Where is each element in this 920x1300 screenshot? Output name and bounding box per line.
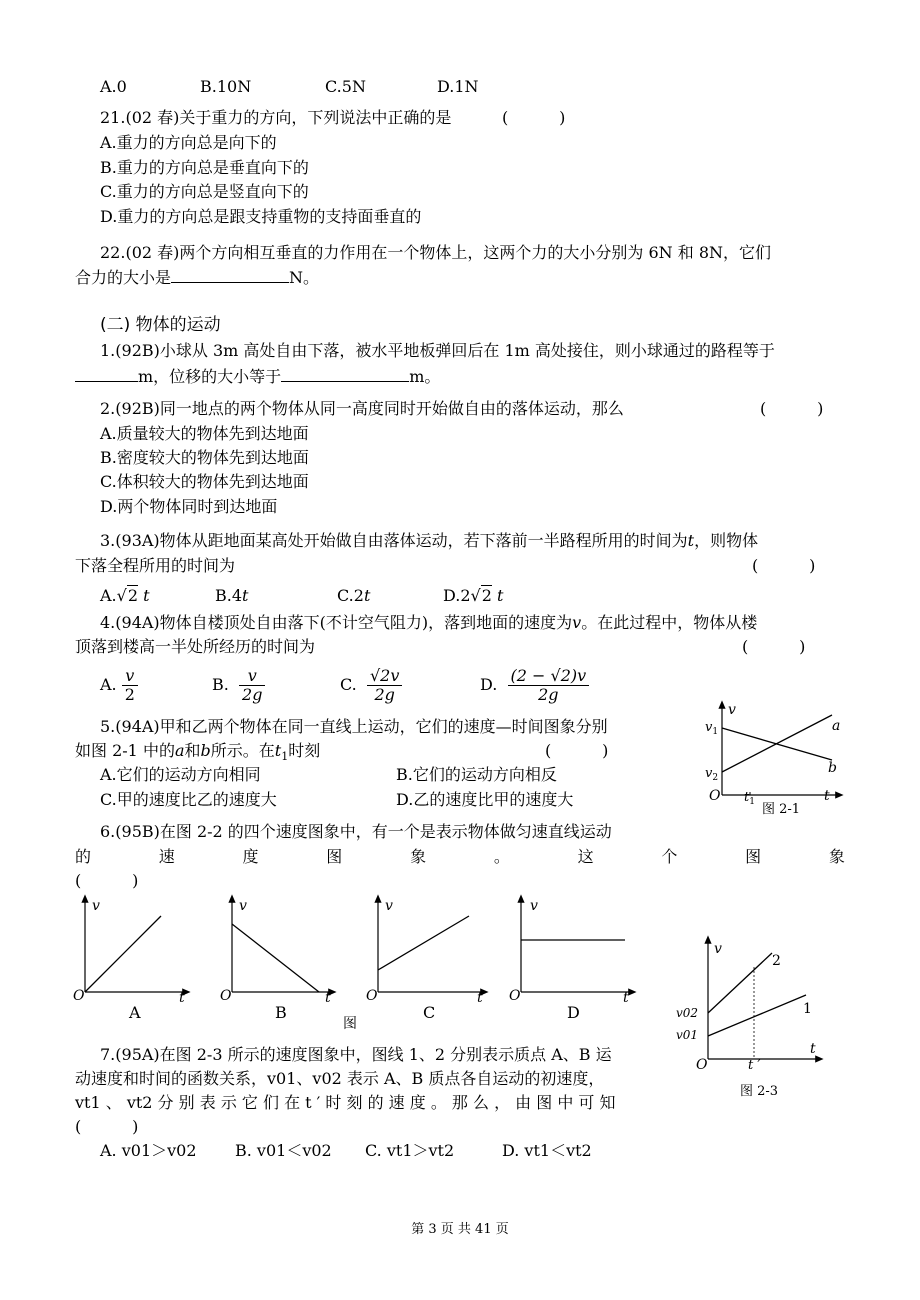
m7-bracket: ( ) [75,1117,139,1136]
svg-text:O: O [509,988,521,1004]
figure-2-3 [672,935,842,1105]
q21-option-a: A.重力的方向总是向下的 [100,133,277,152]
m3-option-a [100,585,150,607]
m1-unit-b: m。 [409,367,441,386]
m7-line3: vt1 、 vt2 分 别 表 示 它 们 在 t ′ 时 刻 的 速 度 。 那 么 ， 由 图 中 可 知 [75,1093,616,1112]
m2-option-c: C.体积较大的物体先到达地面 [100,472,309,491]
m5-option-b: B.它们的运动方向相反 [396,765,557,784]
m3-option-d-t: t [497,586,504,605]
svg-text:v: v [239,898,247,914]
section-title: (二) 物体的运动 [100,315,221,335]
fig21-v2-label: $v_2$ [705,766,719,783]
fig21-b-label: b [828,760,837,776]
m4-option-c [340,665,402,705]
fig21-v-label: v [728,702,736,718]
fig23-line1-label: 1 [803,1001,812,1017]
svg-text:t: t [325,990,331,1006]
m1-line2 [75,365,440,388]
sqrt-symbol-icon: √ [470,586,481,605]
m5-line2: 如图 2-1 中的a和b所示。在$t_1$时刻 [75,741,321,764]
q22-line2-post: N。 [289,268,320,287]
q20-option-a: A.0 [100,77,127,96]
figure-2-2-char: 图 [343,1016,357,1032]
svg-text:v: v [92,898,100,914]
m3-option-a-t: t [143,586,150,605]
m3-option-c-label: C.2 [337,586,364,605]
m3-t: t [687,531,695,550]
m3-line1-post: ，则物体 [694,531,759,550]
m4-line1 [100,612,757,634]
m4-option-a-label: A. [100,675,117,694]
q20-option-c: C.5N [325,77,366,96]
svg-text:O: O [73,988,85,1004]
m1-path-blank[interactable] [75,365,138,382]
m5-option-c: C.甲的速度比乙的速度大 [100,790,277,809]
q21-stem: 21.(02 春)关于重力的方向，下列说法中正确的是 [100,108,452,127]
fig23-line-1 [708,995,806,1036]
fig21-origin-label: O [709,788,721,804]
svg-text:t: t [623,990,629,1006]
m3-option-c-t: t [363,586,371,605]
m2-stem: 2.(92B)同一地点的两个物体从同一高度同时开始做自由的落体运动，那么 [100,399,624,418]
m3-option-c [337,585,370,607]
m5-option-a: A.它们的运动方向相同 [100,765,261,784]
m4-option-b-fraction: $\frac{v}{2g}$ [239,667,265,704]
m3-option-b-label: B.4 [215,586,243,605]
q22-line2 [75,266,319,289]
graph-b [220,898,333,1022]
m6-line2: 的 速 度 图 象 。 这 个 图 象 [75,847,845,866]
q21-option-d: D.重力的方向总是跟支持重物的支持面垂直的 [100,207,422,226]
q22-line1: 22.(02 春)两个方向相互垂直的力作用在一个物体上，这两个力的大小分别为 6N 和 8N，它们 [100,243,771,262]
m4-option-c-label: C. [340,675,357,694]
fig21-line-b [722,728,832,760]
q21-option-b: B.重力的方向总是垂直向下的 [100,158,309,177]
m4-option-c-fraction: $\frac{√2v}{2g}$ [367,667,402,704]
m3-line2: 下落全程所用的时间为 [75,556,236,575]
q20-option-d: D.1N [437,77,479,96]
svg-text:t: t [477,990,483,1006]
m4-v: v [572,613,582,632]
m4-option-b-label: B. [212,675,229,694]
svg-text:v: v [530,898,538,914]
m4-option-a-fraction: $\frac{v}{2}$ [122,667,138,704]
m5-option-d: D.乙的速度比甲的速度大 [396,790,574,809]
graph-c-line [378,916,469,970]
graph-d [509,898,633,1022]
graph-a [73,898,187,1022]
svg-text:t: t [179,990,185,1006]
figure-2-1 [700,700,860,825]
m2-option-a: A.质量较大的物体先到达地面 [100,424,309,443]
m7-option-b: B. v01＜v02 [235,1141,332,1160]
m4-line1-post: 。在此过程中，物体从楼 [581,613,758,632]
m6-bracket: ( ) [75,871,139,890]
m7-option-a: A. v01＞v02 [100,1141,197,1160]
svg-text:O: O [366,988,378,1004]
m3-bracket: ( ) [752,556,816,575]
m3-option-a-label: A. [100,586,117,605]
m1-displacement-blank[interactable] [281,365,409,382]
m4-bracket: ( ) [742,637,806,656]
sqrt-symbol-icon: √ [116,586,127,605]
page-footer: 第 3 页 共 41 页 [411,1222,509,1237]
m1-unit-a: m，位移的大小等于 [138,367,282,386]
fig23-v01-label: v01 [676,1028,699,1042]
fig21-v1-label: $v_1$ [705,720,719,737]
fig21-t-label: t [824,788,830,804]
q21-bracket: ( ) [502,108,566,127]
m6-line1: 6.(95B)在图 2-2 的四个速度图象中，有一个是表示物体做匀速直线运动 [100,822,612,841]
graph-c [366,898,485,1022]
svg-text:O: O [220,988,232,1004]
fig23-line-2 [708,953,772,1013]
m4-option-a [100,665,138,705]
m7-option-d: D. vt1＜vt2 [502,1141,592,1160]
m5-bracket: ( ) [545,741,609,760]
m4-option-b [212,665,265,705]
fig23-line2-label: 2 [772,953,781,969]
m2-bracket: ( ) [760,399,824,418]
m3-line1-pre: 3.(93A)物体从距地面某高处开始做自由落体运动，若下落前一半路程所用的时间为 [100,531,688,550]
m3-line1 [100,530,758,552]
fig21-caption: 图 2-1 [762,802,801,817]
m2-option-d: D.两个物体同时到达地面 [100,497,278,516]
graph-b-label: B [275,1003,287,1022]
m4-option-d [480,665,589,705]
q20-option-b: B.10N [200,77,252,96]
m1-line1: 1.(92B)小球从 3m 高处自由下落，被水平地板弹回后在 1m 高处接住，则小球通过的路程等于 [100,341,775,360]
svg-text:v: v [714,941,722,957]
q21-option-c: C.重力的方向总是竖直向下的 [100,182,309,201]
svg-text:v: v [385,898,393,914]
m4-option-d-label: D. [480,675,498,694]
m7-line2: 动速度和时间的函数关系，v01、v02 表示 A、B 质点各自运动的初速度， [75,1069,605,1088]
m4-line2: 顶落到楼高一半处所经历的时间为 [75,637,316,656]
m7-option-c: C. vt1＞vt2 [365,1141,455,1160]
m3-option-d-radicand: 2 [481,586,492,605]
m3-option-a-radicand: 2 [127,586,139,605]
m3-option-b [215,585,248,607]
fig21-a-label: a [832,718,841,734]
graph-a-line [85,916,161,992]
m3-option-b-t: t [242,586,249,605]
m2-option-b: B.密度较大的物体先到达地面 [100,448,309,467]
graph-d-label: D [567,1003,580,1022]
svg-text:O: O [696,1057,708,1073]
m3-option-d [443,585,503,607]
svg-text:t: t [810,1041,816,1057]
fig21-t1-label: $t_1$ [744,790,755,807]
m7-line1: 7.(95A)在图 2-3 所示的速度图象中，图线 1、2 分别表示质点 A、B 运 [100,1045,612,1064]
q22-line2-pre: 合力的大小是 [75,268,172,287]
graph-c-label: C [423,1003,436,1022]
fig23-tprime-label: t ′ [748,1058,761,1073]
m5-line1: 5.(94A)甲和乙两个物体在同一直线上运动，它们的速度—时间图象分别 [100,717,608,736]
fig23-v02-label: v02 [676,1006,699,1020]
m3-option-d-label: D.2 [443,586,471,605]
fig23-caption: 图 2-3 [740,1084,779,1099]
figure-2-2 [65,892,645,1037]
graph-a-label: A [129,1003,141,1022]
q22-answer-blank[interactable] [171,266,289,283]
m4-option-d-fraction: $\frac{(2 - √2)v}{2g}$ [508,667,590,704]
m4-line1-pre: 4.(94A)物体自楼顶处自由落下(不计空气阻力)，落到地面的速度为 [100,613,573,632]
graph-b-line [232,924,319,992]
